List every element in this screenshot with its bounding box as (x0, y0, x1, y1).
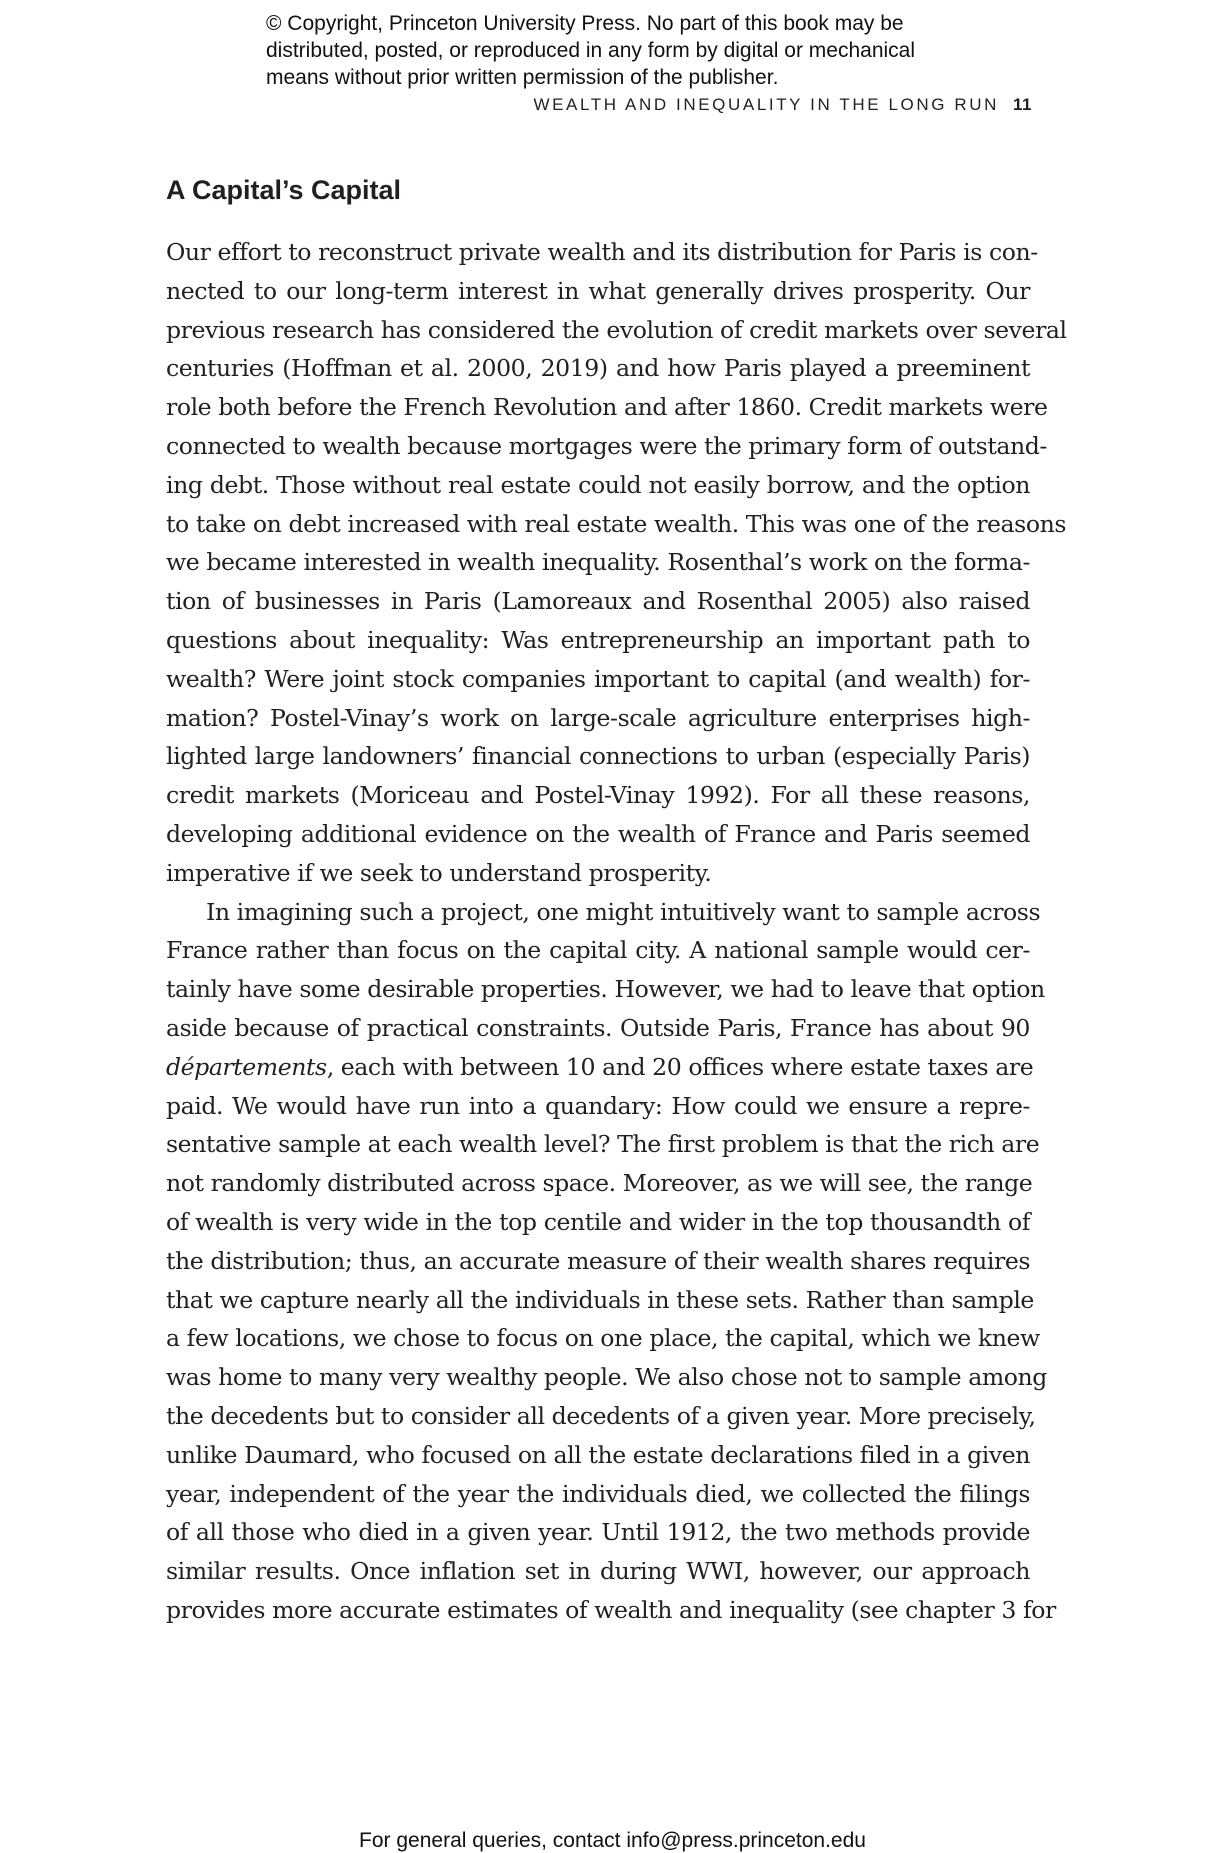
text-line: unlike Daumard, who focused on all the estate declarations filed in a given (166, 1440, 1030, 1469)
text-line: of all those who died in a given year. Until 1912, the two methods provide (166, 1518, 1030, 1547)
text-line: of wealth is very wide in the top centile and wider in the top thousandth of (166, 1207, 1030, 1236)
text-line: questions about inequality: Was entrepreneurship an important path to (166, 625, 1030, 654)
text-line: Our effort to reconstruct private wealth and its distribution for Paris is con- (166, 238, 1038, 266)
paragraph-2 (166, 893, 1056, 1630)
text-line: connected to wealth because mortgages were the primary form of outstand- (166, 431, 1047, 460)
text-line: year, independent of the year the individuals died, we collected the filings (166, 1479, 1030, 1508)
text-line: that we capture nearly all the individuals in these sets. Rather than sample (166, 1285, 1034, 1314)
page-number: 11 (1013, 95, 1032, 114)
text-line: nected to our long-term interest in what generally drives prosperity. Our (166, 276, 1030, 305)
text-line: tainly have some desirable properties. However, we had to leave that option (166, 975, 1045, 1004)
text-line: ing debt. Those without real estate could not easily borrow, and the option (166, 470, 1030, 499)
text-line: we became interested in wealth inequality. Rosenthal’s work on the forma- (166, 548, 1030, 577)
copyright-line: © Copyright, Princeton University Press. No part of this book may be (266, 12, 904, 35)
text-line: role both before the French Revolution and after 1860. Credit markets were (166, 393, 1048, 422)
running-head (440, 95, 1032, 115)
text-line: was home to many very wealthy people. We also chose not to sample among (166, 1363, 1047, 1392)
text-line: not randomly distributed across space. Moreover, as we will see, the range (166, 1169, 1033, 1198)
text-line: developing additional evidence on the wealth of France and Paris seemed (166, 819, 1030, 848)
text-line: paid. We would have run into a quandary: How could we ensure a repre- (166, 1091, 1030, 1120)
copyright-line: means without prior written permission of the publisher. (266, 66, 779, 89)
copyright-notice (266, 10, 1026, 91)
text-line: credit markets (Moriceau and Postel-Vinay 1992). For all these reasons, (166, 781, 1030, 810)
text-line (166, 1048, 1034, 1087)
text-line: provides more accurate estimates of wealth and inequality (see chapter 3 for (166, 1595, 1056, 1624)
text-line: In imagining such a project, one might intuitively want to sample across (206, 897, 1041, 926)
text-line: previous research has considered the evolution of credit markets over several (166, 315, 1067, 344)
text-line: aside because of practical constraints. Outside Paris, France has about 90 (166, 1013, 1030, 1042)
section-heading: A Capital’s Capital (166, 175, 402, 205)
text-line: tion of businesses in Paris (Lamoreaux and Rosenthal 2005) also raised (166, 587, 1030, 616)
paragraph-1 (166, 233, 1067, 893)
copyright-line: distributed, posted, or reproduced in any form by digital or mechanical (266, 39, 916, 62)
text-line: lighted large landowners’ financial connections to urban (especially Paris) (166, 742, 1030, 771)
text-line: the distribution; thus, an accurate measure of their wealth shares requires (166, 1246, 1030, 1275)
text-line: the decedents but to consider all decedents of a given year. More precisely, (166, 1401, 1036, 1430)
text-line: centuries (Hoffman et al. 2000, 2019) and how Paris played a preeminent (166, 354, 1030, 383)
text-line: a few locations, we chose to focus on one place, the capital, which we knew (166, 1324, 1040, 1353)
text-line: to take on debt increased with real estate wealth. This was one of the reasons (166, 509, 1066, 538)
running-head-title: WEALTH AND INEQUALITY IN THE LONG RUN (533, 95, 1000, 114)
text-fragment: , each with between 10 and 20 offices where estate taxes are (326, 1052, 1034, 1081)
text-line: similar results. Once inflation set in during WWI, however, our approach (166, 1557, 1030, 1586)
footer-contact: For general queries, contact info@press.princeton.edu (359, 1829, 866, 1852)
text-line: sentative sample at each wealth level? The first problem is that the rich are (166, 1130, 1040, 1159)
text-line: imperative if we seek to understand prosperity. (166, 858, 712, 887)
text-line: mation? Postel-Vinay’s work on large-scale agriculture enterprises high- (166, 703, 1030, 732)
italic-term: départements (166, 1052, 327, 1081)
body-text (166, 233, 1067, 1630)
text-line: France rather than focus on the capital city. A national sample would cer- (166, 936, 1030, 965)
text-line: wealth? Were joint stock companies important to capital (and wealth) for- (166, 664, 1030, 693)
